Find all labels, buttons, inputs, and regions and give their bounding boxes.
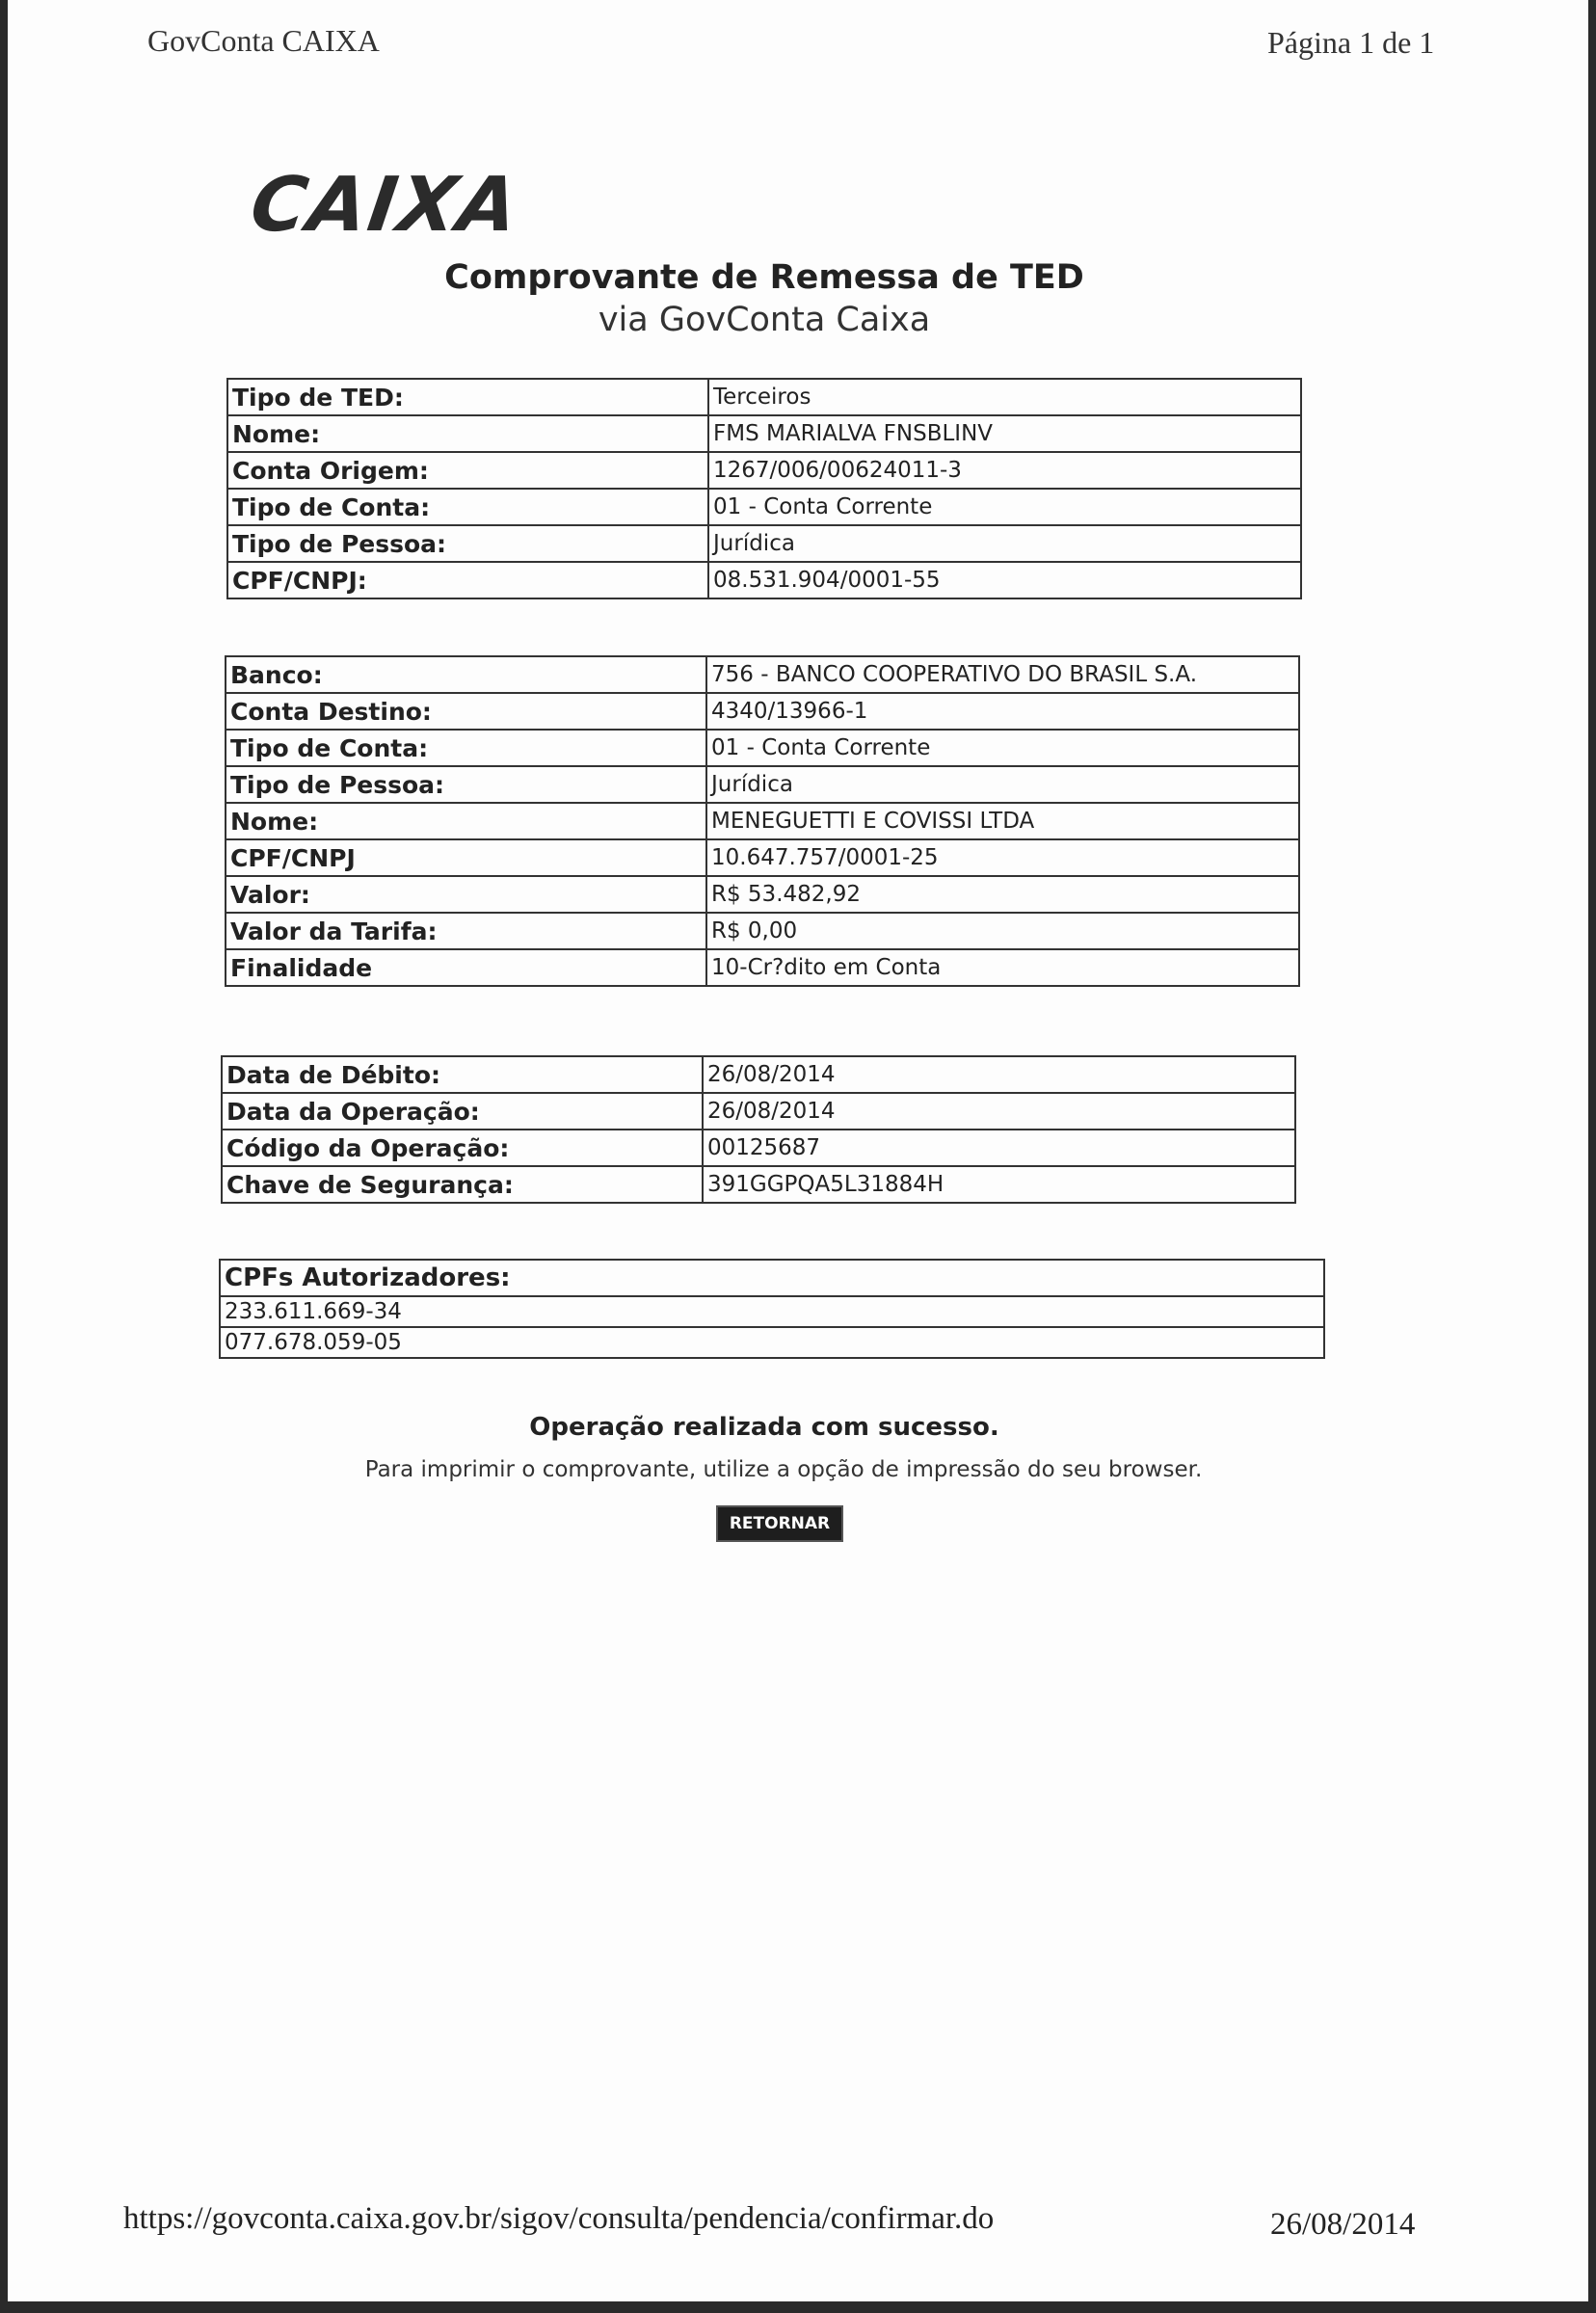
table-row — [227, 489, 1301, 525]
field-value: 4340/13966-1 — [706, 693, 1299, 730]
field-value: Jurídica — [706, 766, 1299, 803]
authorizer-cpf: 233.611.669-34 — [220, 1296, 1324, 1327]
receipt-subtitle: via GovConta Caixa — [598, 301, 931, 339]
authorizers-table — [219, 1259, 1325, 1359]
table-row — [226, 656, 1299, 693]
field-label: Tipo de TED: — [227, 379, 708, 415]
origin-table — [226, 378, 1302, 599]
table-row — [226, 803, 1299, 839]
field-value: R$ 53.482,92 — [706, 876, 1299, 913]
table-row — [227, 525, 1301, 562]
receipt-title: Comprovante de Remessa de TED — [444, 258, 1084, 297]
table-row — [226, 693, 1299, 730]
field-label: Data de Débito: — [222, 1056, 703, 1093]
success-message: Operação realizada com sucesso. — [529, 1413, 999, 1442]
field-value: Terceiros — [708, 379, 1301, 415]
field-value: MENEGUETTI E COVISSI LTDA — [706, 803, 1299, 839]
field-value: 01 - Conta Corrente — [708, 489, 1301, 525]
field-value: 391GGPQA5L31884H — [703, 1166, 1295, 1203]
field-value: 26/08/2014 — [703, 1056, 1295, 1093]
field-value: 08.531.904/0001-55 — [708, 562, 1301, 598]
field-value: 756 - BANCO COOPERATIVO DO BRASIL S.A. — [706, 656, 1299, 693]
table-row — [227, 415, 1301, 452]
field-label: CPF/CNPJ: — [227, 562, 708, 598]
field-label: Valor da Tarifa: — [226, 913, 706, 949]
field-label: Valor: — [226, 876, 706, 913]
field-label: Chave de Segurança: — [222, 1166, 703, 1203]
table-row — [226, 766, 1299, 803]
table-row — [220, 1327, 1324, 1358]
table-row — [220, 1260, 1324, 1296]
table-row — [226, 949, 1299, 986]
field-label: CPF/CNPJ — [226, 839, 706, 876]
field-label: Banco: — [226, 656, 706, 693]
destination-table — [225, 655, 1300, 987]
table-row — [226, 839, 1299, 876]
field-value: 10.647.757/0001-25 — [706, 839, 1299, 876]
authorizers-heading: CPFs Autorizadores: — [220, 1260, 1324, 1296]
field-value: Jurídica — [708, 525, 1301, 562]
table-row — [220, 1296, 1324, 1327]
field-label: Tipo de Pessoa: — [227, 525, 708, 562]
browser-title: GovConta CAIXA — [147, 23, 380, 58]
field-label: Data da Operação: — [222, 1093, 703, 1130]
print-instructions: Para imprimir o comprovante, utilize a opção de impressão do seu browser. — [364, 1457, 1203, 1482]
table-row — [222, 1130, 1295, 1166]
field-label: Finalidade — [226, 949, 706, 986]
table-row — [222, 1093, 1295, 1130]
table-row — [226, 876, 1299, 913]
table-row — [227, 562, 1301, 598]
table-row — [226, 730, 1299, 766]
field-value: 1267/006/00624011-3 — [708, 452, 1301, 489]
print-date: 26/08/2014 — [1270, 2207, 1416, 2242]
authorizer-cpf: 077.678.059-05 — [220, 1327, 1324, 1358]
field-label: Tipo de Conta: — [227, 489, 708, 525]
field-label: Tipo de Pessoa: — [226, 766, 706, 803]
field-value: 01 - Conta Corrente — [706, 730, 1299, 766]
field-value: 10-Cr?dito em Conta — [706, 949, 1299, 986]
field-label: Nome: — [227, 415, 708, 452]
field-label: Nome: — [226, 803, 706, 839]
field-label: Conta Destino: — [226, 693, 706, 730]
field-label: Conta Origem: — [227, 452, 708, 489]
table-row — [227, 379, 1301, 415]
table-row — [222, 1056, 1295, 1093]
field-value: 00125687 — [703, 1130, 1295, 1166]
table-row — [227, 452, 1301, 489]
return-button[interactable]: RETORNAR — [716, 1505, 843, 1542]
page-number: Página 1 de 1 — [1267, 25, 1435, 60]
table-row — [226, 913, 1299, 949]
field-label: Código da Operação: — [222, 1130, 703, 1166]
field-value: 26/08/2014 — [703, 1093, 1295, 1130]
field-value: R$ 0,00 — [706, 913, 1299, 949]
operation-table — [221, 1055, 1296, 1204]
table-row — [222, 1166, 1295, 1203]
field-label: Tipo de Conta: — [226, 730, 706, 766]
page-url: https://govconta.caixa.gov.br/sigov/consulta/pendencia/confirmar.do — [123, 2201, 995, 2236]
field-value: FMS MARIALVA FNSBLINV — [708, 415, 1301, 452]
caixa-logo: CAIXA — [245, 162, 525, 249]
printed-page — [8, 0, 1588, 2301]
